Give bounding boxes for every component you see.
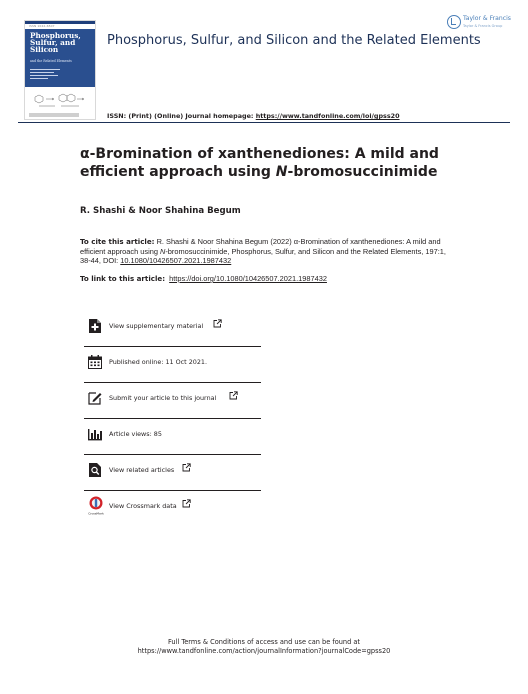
- action-label: Published online: 11 Oct 2021.: [109, 358, 208, 366]
- action-label: View supplementary material: [109, 322, 204, 330]
- crossmark-icon: [88, 496, 104, 516]
- journal-title: Phosphorus, Sulfur, and Silicon and the Related Elements: [107, 33, 481, 48]
- magnifier-document-icon: [88, 463, 102, 477]
- pen-edit-icon: [88, 391, 102, 405]
- action-label: Article views: 85: [109, 430, 162, 438]
- action-published-online: [84, 346, 261, 383]
- action-view-crossmark-data[interactable]: [84, 490, 261, 530]
- article-title-suffix: -bromosuccinimide: [287, 164, 438, 180]
- article-link-label: To link to this article:: [80, 274, 166, 283]
- issn-label: ISSN: (Print) (Online) Journal homepage:: [107, 112, 254, 120]
- plus-document-icon: [88, 319, 102, 333]
- cover-text-lines: [30, 69, 60, 81]
- action-view-supplementary-material[interactable]: [84, 310, 261, 347]
- external-link-icon: [182, 499, 191, 508]
- cover-title-band: [25, 29, 95, 87]
- calendar-icon: [88, 355, 102, 369]
- action-submit-article[interactable]: [84, 382, 261, 419]
- cover-issn: ISSN 1042-6507: [29, 24, 55, 28]
- action-label: View Crossmark data: [109, 502, 177, 510]
- citation-text-b: -bromosuccinimide, Phosphorus, Sulfur, and Silicon and the Related Elements, 197:1, 38-44, DOI:: [80, 246, 446, 266]
- article-title-prefix: α-Bromination of xanthenediones: A mild and efficient approach using: [80, 146, 439, 180]
- article-authors: R. Shashi & Noor Shahina Begum: [80, 206, 241, 216]
- cover-subtitle: and the Related Elements: [30, 59, 72, 63]
- citation-block: [80, 237, 450, 266]
- citation-text-a: R. Shashi & Noor Shahina Begum (2022) α-Bromination of xanthenediones: A mild and efficient approach using: [80, 237, 441, 256]
- journal-cover-thumbnail: [24, 20, 96, 120]
- cover-title: Phosphorus, Sulfur, and Silicon: [30, 31, 81, 55]
- article-title: [80, 145, 500, 181]
- issn-homepage-line: [107, 112, 400, 120]
- action-view-related-articles[interactable]: [84, 454, 261, 491]
- publisher-name: Taylor & Francis: [463, 15, 511, 22]
- citation-label: To cite this article:: [80, 237, 155, 246]
- action-label: Submit your article to this journal: [109, 394, 217, 402]
- citation-text-italic: N: [159, 246, 166, 256]
- action-article-views: [84, 418, 261, 455]
- bar-chart-icon: [88, 427, 102, 441]
- citation-doi-link[interactable]: 10.1080/10426507.2021.1987432: [120, 256, 232, 266]
- article-doi-url-link[interactable]: https://doi.org/10.1080/10426507.2021.1987432: [169, 274, 327, 283]
- taylor-francis-logo[interactable]: [447, 14, 509, 36]
- footer-terms-text: Full Terms & Conditions of access and use can be found at: [167, 638, 361, 646]
- footer: [0, 638, 528, 656]
- footer-terms-link[interactable]: https://www.tandfonline.com/action/journalInformation?journalCode=gpss20: [137, 647, 391, 655]
- cover-reaction-scheme-image: [29, 91, 91, 111]
- cover-footer-text: [29, 113, 79, 117]
- publisher-tagline: Taylor & Francis Group: [463, 24, 503, 28]
- external-link-icon: [213, 319, 222, 328]
- crossmark-badge-label: CrossMark: [88, 511, 104, 516]
- taylor-francis-logo-icon: [447, 15, 461, 29]
- external-link-icon: [182, 463, 191, 472]
- action-label: View related articles: [109, 466, 175, 474]
- header-divider: [18, 122, 510, 123]
- journal-homepage-link[interactable]: https://www.tandfonline.com/loi/gpss20: [255, 112, 400, 120]
- article-title-italic: N: [275, 164, 288, 180]
- external-link-icon: [229, 391, 238, 400]
- article-link-line: [80, 274, 327, 283]
